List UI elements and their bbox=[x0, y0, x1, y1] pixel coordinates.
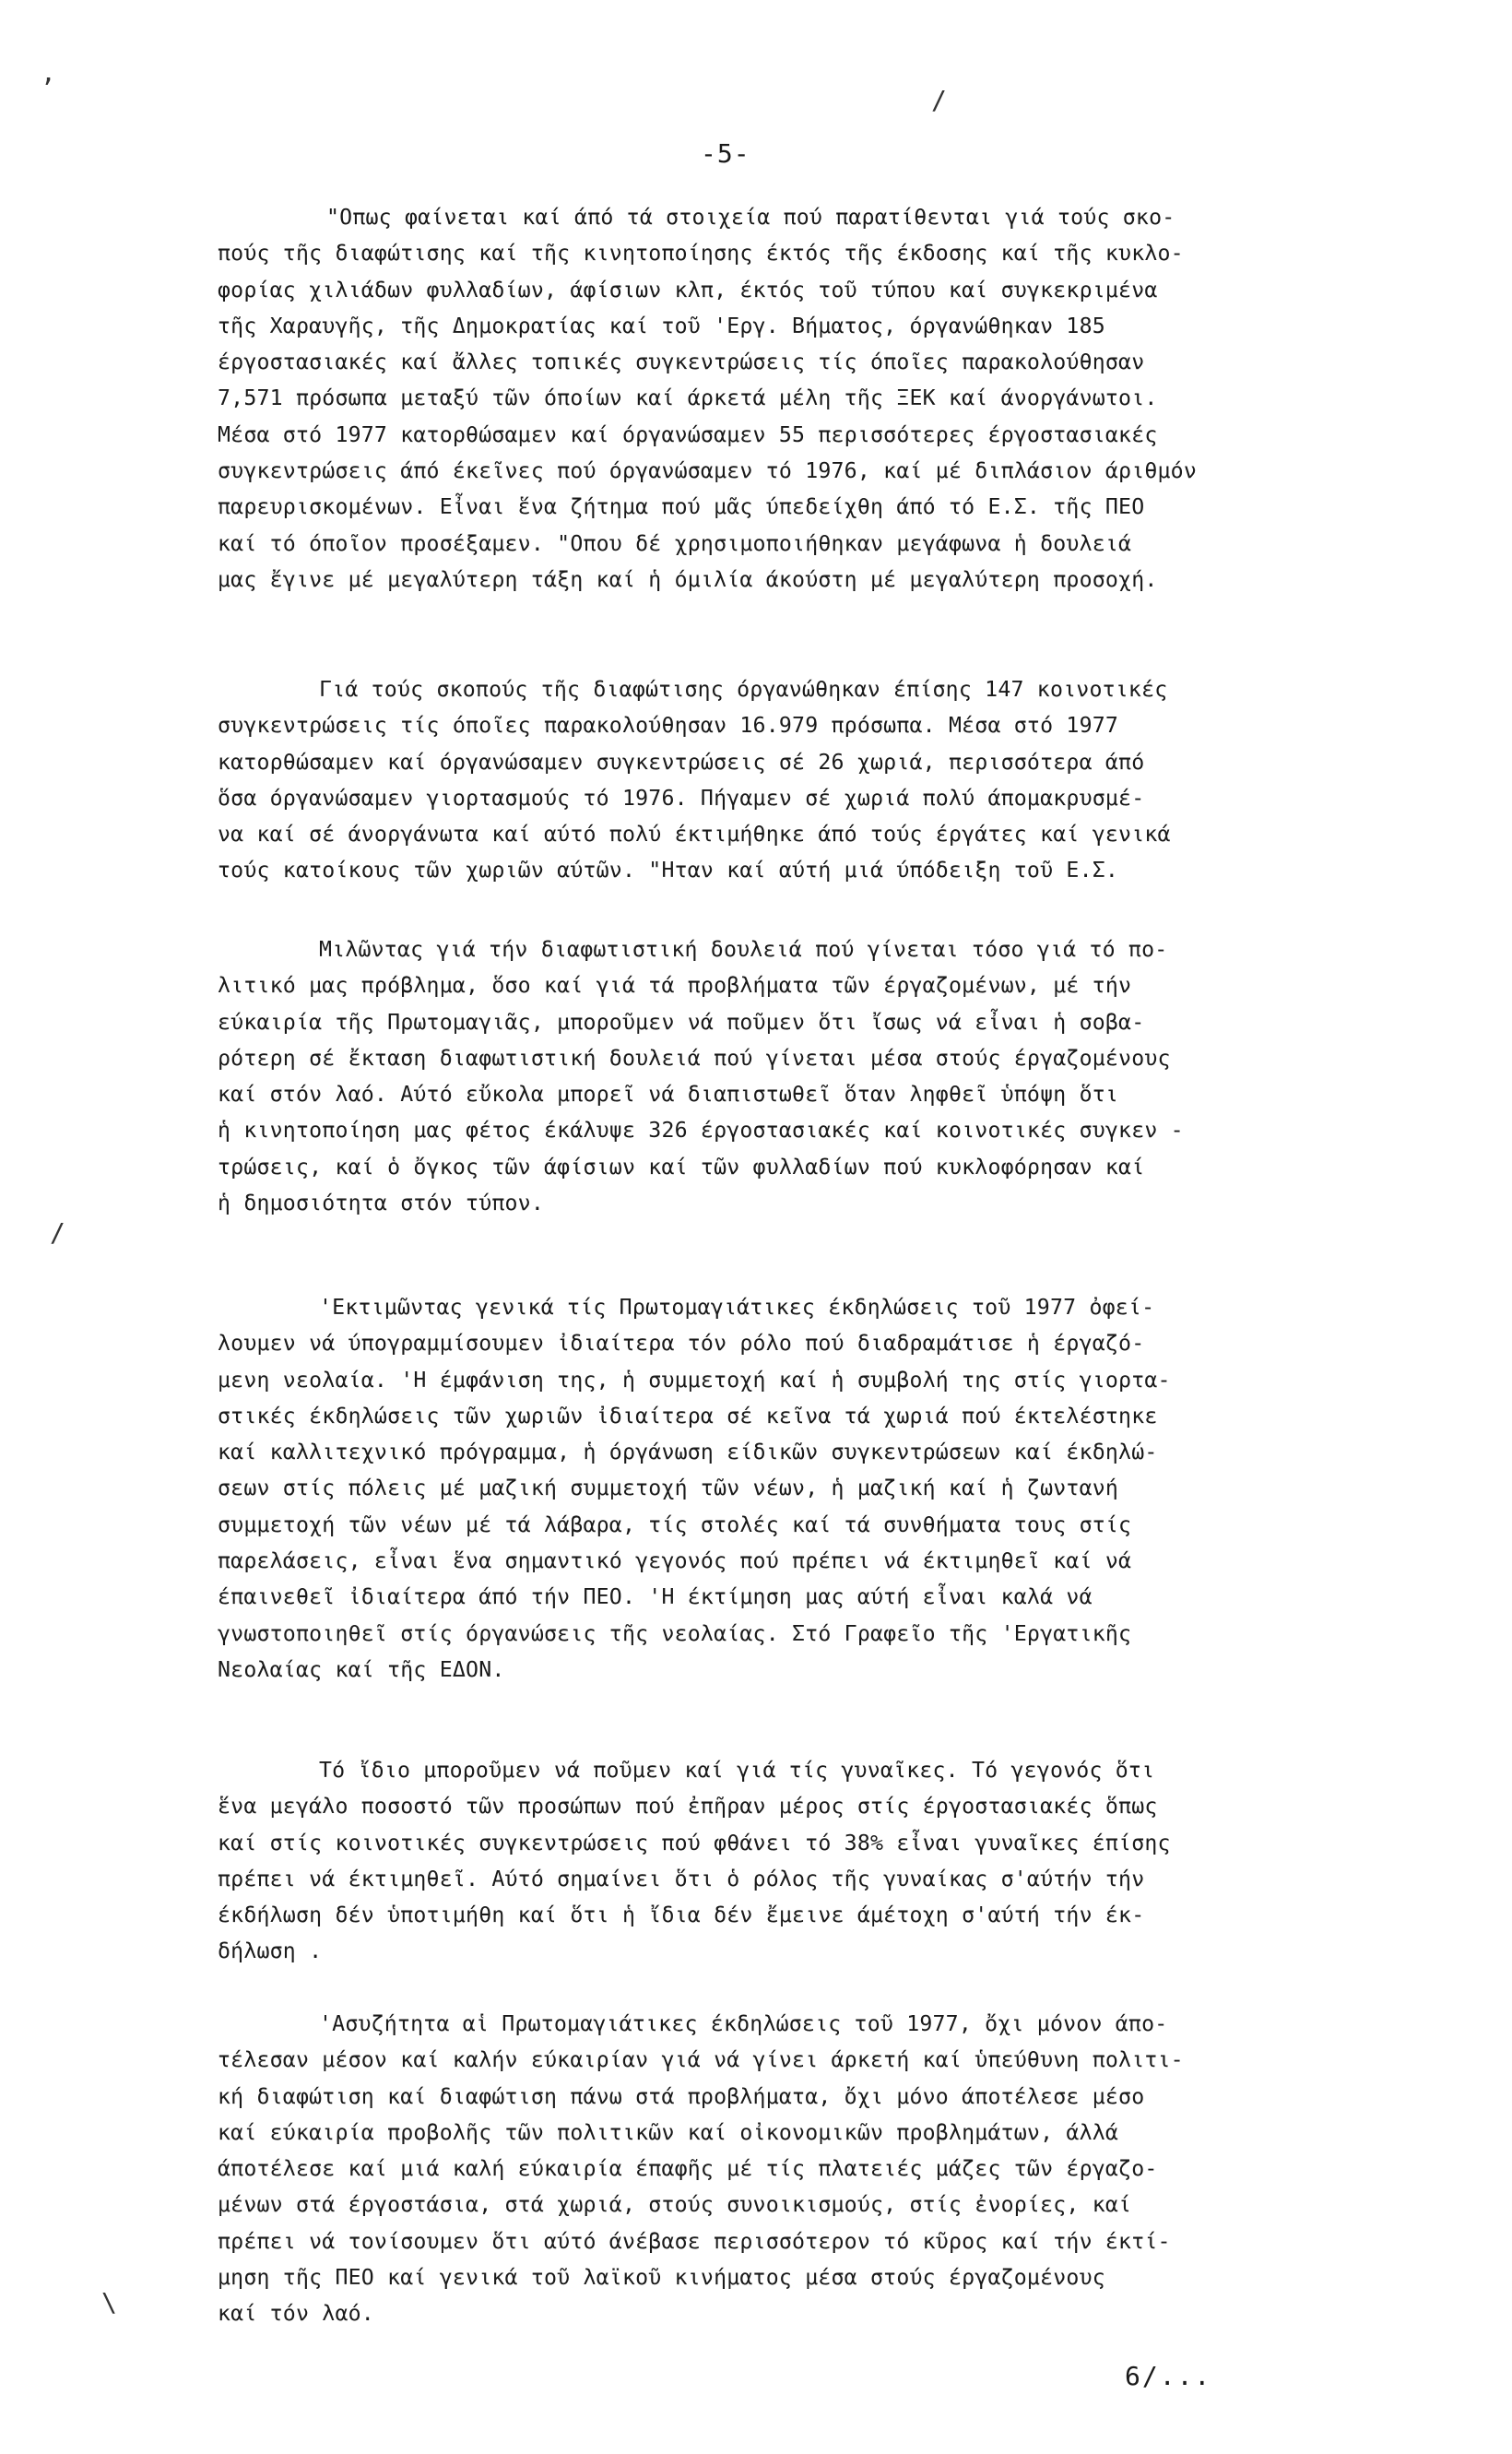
text-line: άποτέλεσε καί μιά καλή εύκαιρία έπαφῆς μέ τίς πλατειές μάζες τῶν έργαζο- bbox=[218, 2156, 1158, 2182]
text-line: μηση τῆς ΠΕΟ καί γενικά τοῦ λαϊκοῦ κινήματος μέσα στούς έργαζομένους bbox=[218, 2265, 1105, 2291]
paragraph-4 bbox=[218, 1289, 1379, 1688]
text-line: έργοστασιακές καί ἄλλες τοπικές συγκεντρώσεις τίς όποῖες παρακολούθησαν bbox=[218, 350, 1145, 375]
text-line: Μιλῶντας γιά τήν διαφωτιστική δουλειά πού γίνεται τόσο γιά τό πο- bbox=[319, 937, 1168, 962]
text-line: κή διαφώτιση καί διαφώτιση πάνω στά προβλήματα, ὄχι μόνο άποτέλεσε μέσο bbox=[218, 2083, 1145, 2109]
text-line: Νεολαίας καί τῆς ΕΔΟΝ. bbox=[218, 1656, 505, 1682]
text-line: ἡ δημοσιότητα στόν τύπον. bbox=[218, 1191, 545, 1216]
text-line: λουμεν νά ύπογραμμίσουμεν ἰδιαίτερα τόν ρόλο πού διαδραμάτισε ἡ έργαζό- bbox=[218, 1331, 1145, 1357]
text-line: καί στόν λαό. Αύτό εὔκολα μπορεῖ νά διαπιστωθεῖ ὅταν ληφθεῖ ὑπόψη ὅτι bbox=[218, 1082, 1119, 1108]
text-line: δήλωση . bbox=[218, 1938, 323, 1964]
scan-mark: , bbox=[41, 57, 56, 88]
scan-mark: / bbox=[931, 85, 947, 115]
text-line: ἕνα μεγάλο ποσοστό τῶν προσώπων πού ἐπῆραν μέρος στίς έργοστασιακές ὅπως bbox=[218, 1794, 1158, 1820]
text-line: Γιά τούς σκοπούς τῆς διαφώτισης όργανώθηκαν έπίσης 147 κοινοτικές bbox=[319, 677, 1168, 702]
text-line: εύκαιρία τῆς Πρωτομαγιᾶς, μποροῦμεν νά ποῦμεν ὅτι ἴσως νά εἶναι ἡ σοβα- bbox=[218, 1009, 1145, 1035]
text-line: κατορθώσαμεν καί όργανώσαμεν συγκεντρώσεις σέ 26 χωριά, περισσότερα άπό bbox=[218, 749, 1145, 775]
text-line: φορίας χιλιάδων φυλλαδίων, άφίσιων κλπ, έκτός τοῦ τύπου καί συγκεκριμένα bbox=[218, 277, 1158, 302]
text-line: τρώσεις, καί ὁ ὄγκος τῶν άφίσιων καί τῶν φυλλαδίων πού κυκλοφόρησαν καί bbox=[218, 1154, 1145, 1180]
text-line: τῆς Χαραυγῆς, τῆς Δημοκρατίας καί τοῦ 'Εργ. Βήματος, όργανώθηκαν 185 bbox=[218, 313, 1105, 338]
text-line: μενη νεολαία. 'Η έμφάνιση της, ἡ συμμετοχή καί ἡ συμβολή της στίς γιορτα- bbox=[218, 1367, 1171, 1393]
text-line: ἡ κινητοποίηση μας φέτος έκάλυψε 326 έργοστασιακές καί κοινοτικές συγκεν - bbox=[218, 1118, 1184, 1144]
text-line: παρελάσεις, εἶναι ἕνα σημαντικό γεγονός πού πρέπει νά έκτιμηθεῖ καί νά bbox=[218, 1548, 1132, 1574]
paragraph-2 bbox=[218, 671, 1379, 889]
text-line: έπαινεθεῖ ἰδιαίτερα άπό τήν ΠΕΟ. 'Η έκτίμηση μας αύτή εἶναι καλά νά bbox=[218, 1584, 1093, 1610]
paragraph-1 bbox=[218, 199, 1379, 598]
text-line: καί εύκαιρία προβολῆς τῶν πολιτικῶν καί οἰκονομικῶν προβλημάτων, άλλά bbox=[218, 2119, 1119, 2145]
text-line: 'Εκτιμῶντας γενικά τίς Πρωτομαγιάτικες έκδηλώσεις τοῦ 1977 ὀφεί- bbox=[319, 1295, 1155, 1320]
text-line: συγκεντρώσεις άπό έκεῖνες πού όργανώσαμεν τό 1976, καί μέ διπλάσιον άριθμόν bbox=[218, 458, 1198, 484]
text-line: "Οπως φαίνεται καί άπό τά στοιχεία πού παρατίθενται γιά τούς σκο- bbox=[326, 205, 1175, 230]
text-line: λιτικό μας πρόβλημα, ὅσο καί γιά τά προβλήματα τῶν έργαζομένων, μέ τήν bbox=[218, 973, 1132, 999]
scan-mark: / bbox=[50, 1217, 65, 1248]
text-line: να καί σέ άνοργάνωτα καί αύτό πολύ έκτιμήθηκε άπό τούς έργάτες καί γενικά bbox=[218, 822, 1171, 848]
text-line: έκδήλωση δέν ὑποτιμήθη καί ὅτι ἡ ἴδια δέν ἔμεινε άμέτοχη σ'αύτή τήν έκ- bbox=[218, 1903, 1145, 1928]
text-line: καί τόν λαό. bbox=[218, 2301, 374, 2327]
text-line: τέλεσαν μέσον καί καλήν εύκαιρίαν γιά νά γίνει άρκετή καί ὑπεύθυνη πολιτι- bbox=[218, 2047, 1184, 2073]
text-line: πρέπει νά τονίσουμεν ὅτι αύτό άνέβασε περισσότερον τό κῦρος καί τήν έκτί- bbox=[218, 2228, 1171, 2254]
text-line: πούς τῆς διαφώτισης καί τῆς κινητοποίησης έκτός τῆς έκδοσης καί τῆς κυκλο- bbox=[218, 241, 1184, 267]
text-line: ρότερη σέ ἔκταση διαφωτιστική δουλειά πού γίνεται μέσα στούς έργαζομένους bbox=[218, 1045, 1171, 1071]
text-line: Τό ἴδιο μποροῦμεν νά ποῦμεν καί γιά τίς γυναῖκες. Τό γεγονός ὅτι bbox=[319, 1758, 1155, 1783]
paragraph-3 bbox=[218, 931, 1379, 1221]
continuation-marker: 6/... bbox=[1125, 2361, 1212, 2391]
text-line: πρέπει νά έκτιμηθεῖ. Αύτό σημαίνει ὅτι ὁ ρόλος τῆς γυναίκας σ'αύτήν τήν bbox=[218, 1866, 1145, 1891]
text-line: μένων στά έργοστάσια, στά χωριά, στούς συνοικισμούς, στίς ἐνορίες, καί bbox=[218, 2192, 1132, 2218]
text-line: καί στίς κοινοτικές συγκεντρώσεις πού φθάνει τό 38% εἶναι γυναῖκες έπίσης bbox=[218, 1830, 1171, 1855]
paragraph-5 bbox=[218, 1752, 1379, 1970]
paragraph-6 bbox=[218, 2006, 1379, 2332]
text-line: μας ἔγινε μέ μεγαλύτερη τάξη καί ἡ όμιλία άκούστη μέ μεγαλύτερη προσοχή. bbox=[218, 566, 1158, 592]
text-line: 'Ασυζήτητα αἱ Πρωτομαγιάτικες έκδηλώσεις τοῦ 1977, ὄχι μόνον άπο- bbox=[319, 2011, 1168, 2036]
page-number: -5- bbox=[701, 138, 750, 169]
text-line: συγκεντρώσεις τίς όποῖες παρακολούθησαν 16.979 πρόσωπα. Μέσα στό 1977 bbox=[218, 713, 1119, 739]
text-line: σεων στίς πόλεις μέ μαζική συμμετοχή τῶν νέων, ἡ μαζική καί ἡ ζωντανή bbox=[218, 1476, 1119, 1501]
text-line: στικές έκδηλώσεις τῶν χωριῶν ἰδιαίτερα σέ κεῖνα τά χωριά πού έκτελέστηκε bbox=[218, 1403, 1158, 1429]
text-line: τούς κατοίκους τῶν χωριῶν αύτῶν. "Ηταν καί αύτή μιά ύπόδειξη τοῦ Ε.Σ. bbox=[218, 858, 1119, 883]
text-line: Μέσα στό 1977 κατορθώσαμεν καί όργανώσαμεν 55 περισσότερες έργοστασιακές bbox=[218, 421, 1158, 447]
text-line: γνωστοποιηθεῖ στίς όργανώσεις τῆς νεολαίας. Στό Γραφεῖο τῆς 'Εργατικῆς bbox=[218, 1620, 1132, 1646]
text-line: ὅσα όργανώσαμεν γιορτασμούς τό 1976. Πήγαμεν σέ χωριά πολύ άπομακρυσμέ- bbox=[218, 785, 1145, 811]
scan-mark: \ bbox=[101, 2287, 117, 2318]
text-line: παρευρισκομένων. Εἶναι ἕνα ζήτημα πού μᾶς ύπεδείχθη άπό τό Ε.Σ. τῆς ΠΕΟ bbox=[218, 494, 1145, 520]
text-line: 7,571 πρόσωπα μεταξύ τῶν όποίων καί άρκετά μέλη τῆς ΞΕΚ καί άνοργάνωτοι. bbox=[218, 385, 1158, 411]
text-line: συμμετοχή τῶν νέων μέ τά λάβαρα, τίς στολές καί τά συνθήματα τους στίς bbox=[218, 1512, 1132, 1537]
text-line: καί καλλιτεχνικό πρόγραμμα, ἡ όργάνωση είδικῶν συγκεντρώσεων καί έκδηλώ- bbox=[218, 1440, 1158, 1465]
text-line: καί τό όποῖον προσέξαμεν. "Οπου δέ χρησιμοποιήθηκαν μεγάφωνα ἡ δουλειά bbox=[218, 530, 1132, 556]
